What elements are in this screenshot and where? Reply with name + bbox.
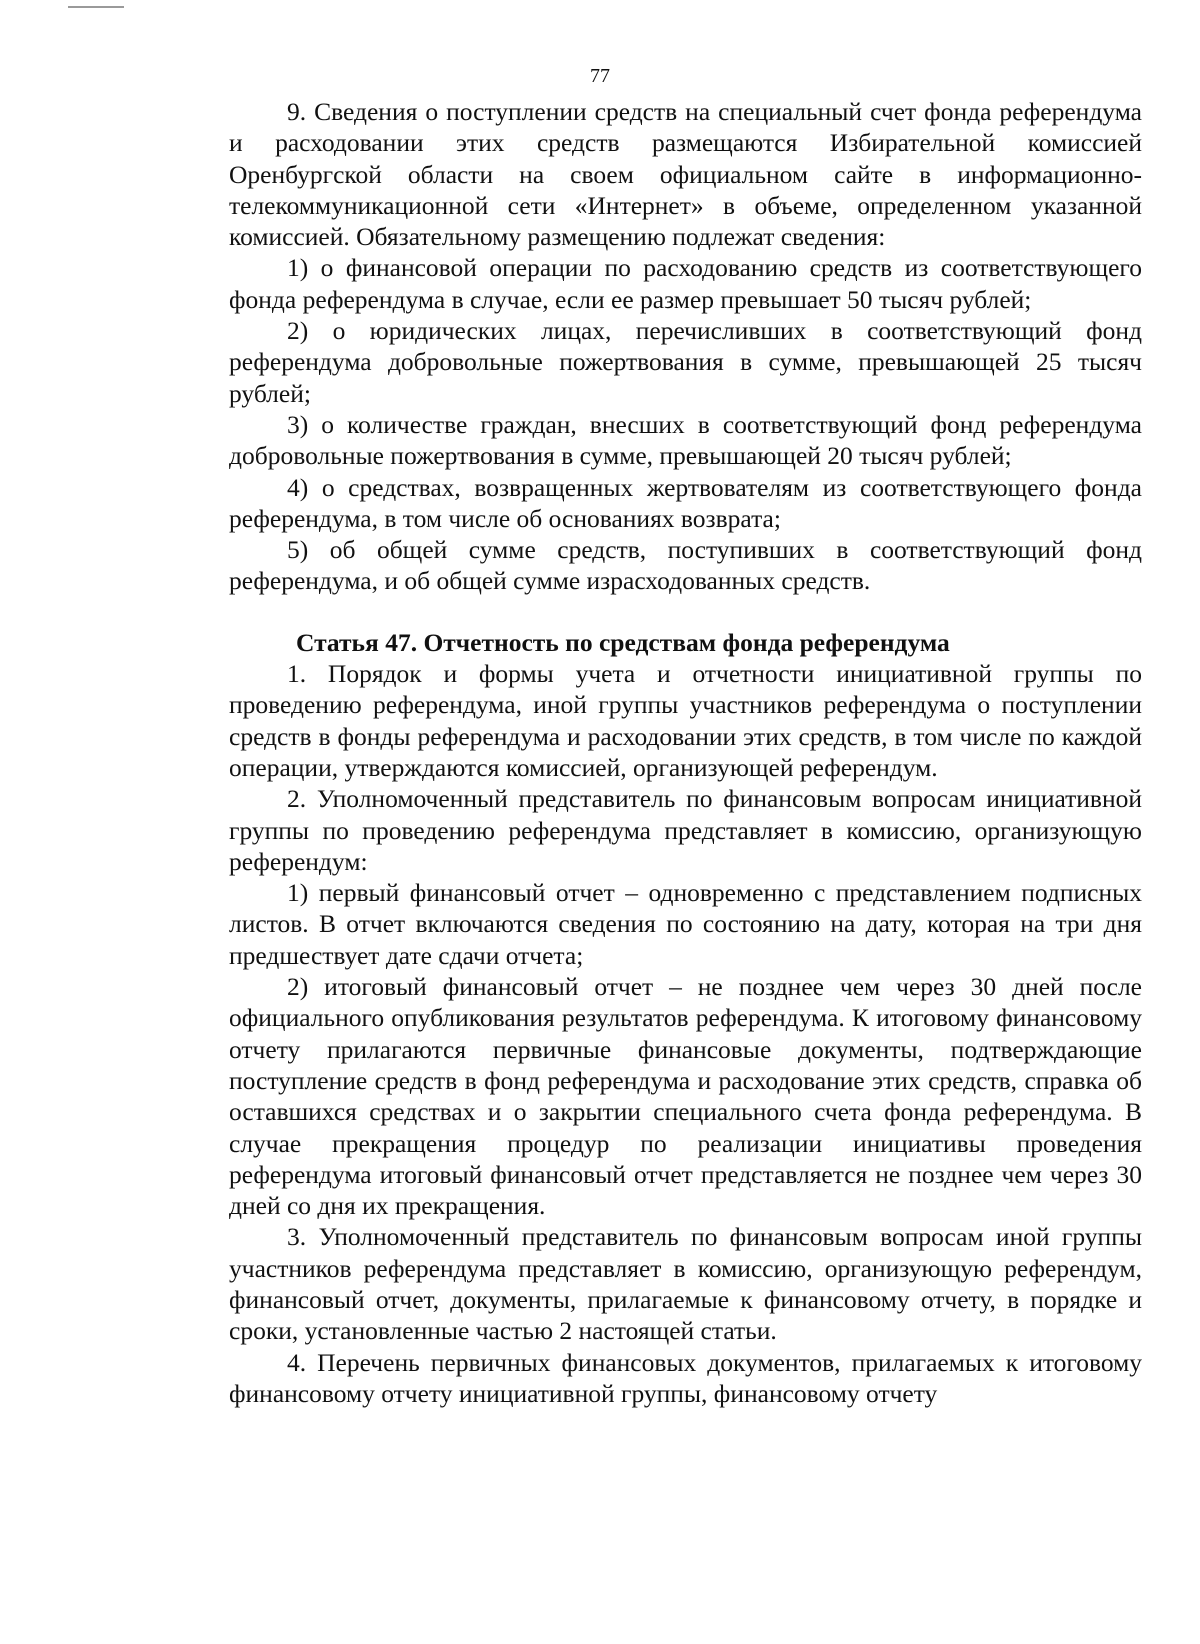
- subitem-5: 5) об общей сумме средств, поступивших в соответствующий фонд референдума, и об общей сумме израсходованных средств.: [229, 535, 1142, 596]
- article-paragraph-3: 3. Уполномоченный представитель по финансовым вопросам иной группы участников референдума представляет в комиссию, организующую референдум, финансовый отчет, документы, прилагаемые к финансовому отчету, в порядке и сроки, установленные частью 2 настоящей статьи.: [229, 1222, 1142, 1346]
- article-paragraph-2: 2. Уполномоченный представитель по финансовым вопросам инициативной группы по проведению референдума представляет в комиссию, организующую референдум:: [229, 784, 1142, 876]
- subitem-4: 4) о средствах, возвращенных жертвователям из соответствующего фонда референдума, в том числе об основаниях возврата;: [229, 472, 1142, 533]
- page-number: 77: [590, 65, 610, 87]
- paragraph-9: 9. Сведения о поступлении средств на специальный счет фонда референдума и расходовании этих средств размещаются Избирательной комиссией Оренбургской области на своем официальном сайте в информационно-телекоммуникационной сети «Интернет» в объеме, определенном указанной комиссией. Обязательному размещению подлежат сведения:: [229, 97, 1142, 252]
- article-subitem-1: 1) первый финансовый отчет – одновременно с представлением подписных листов. В отчет включаются сведения по состоянию на дату, которая на три дня предшествует дате сдачи отчета;: [229, 878, 1142, 970]
- subitem-1: 1) о финансовой операции по расходованию средств из соответствующего фонда референдума в случае, если ее размер превышает 50 тысяч рублей;: [229, 253, 1142, 314]
- article-paragraph-1: 1. Порядок и формы учета и отчетности инициативной группы по проведению референдума, иной группы участников референдума о поступлении средств в фонды референдума и расходовании этих средств, в том числе по каждой операции, утверждаются комиссией, организующей референдум.: [229, 659, 1142, 782]
- article-paragraph-4: 4. Перечень первичных финансовых документов, прилагаемых к итоговому финансовому отчету инициативной группы, финансовому отчету: [229, 1347, 1142, 1408]
- scan-corner-mark: [68, 6, 124, 8]
- article-heading: Статья 47. Отчетность по средствам фонда референдума: [296, 627, 950, 657]
- article-subitem-2: 2) итоговый финансовый отчет – не позднее чем через 30 дней после официального опубликования результатов референдума. К итоговому финансовому отчету прилагаются первичные финансовые документы, подтверждающие поступление средств в фонд референдума и расходование этих средств, справка об оставшихся средствах и о закрытии специального счета фонда референдума. В случае прекращения процедур по реализации инициативы проведения референдума итоговый финансовый отчет представляется не позднее чем через 30 дней со дня их прекращения.: [229, 972, 1142, 1221]
- subitem-3: 3) о количестве граждан, внесших в соответствующий фонд референдума добровольные пожертвования в сумме, превышающей 20 тысяч рублей;: [229, 409, 1142, 471]
- document-body: [229, 96, 1142, 1409]
- subitem-2: 2) о юридических лицах, перечисливших в соответствующий фонд референдума добровольные пожертвования в сумме, превышающей 25 тысяч рублей;: [229, 316, 1142, 408]
